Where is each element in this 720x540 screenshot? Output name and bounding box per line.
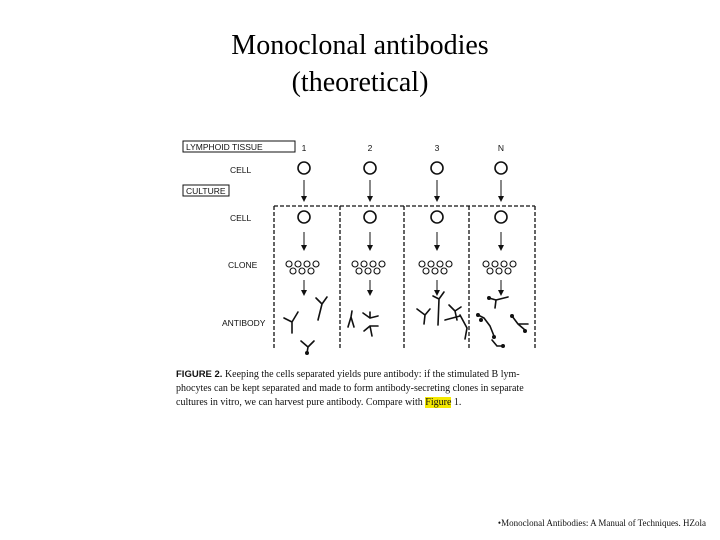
- tissue-cell-3: [431, 162, 443, 174]
- clone-group-1: [286, 261, 319, 274]
- antibodies-column-2: [348, 311, 378, 336]
- label-cell-top: CELL: [230, 165, 252, 175]
- slide-title-line1: Monoclonal antibodies: [231, 30, 489, 61]
- tissue-cell-2: [364, 162, 376, 174]
- clone-group-3: [419, 261, 452, 274]
- antibodies-column-1: [284, 297, 327, 353]
- column-label-3: 3: [434, 143, 440, 153]
- tissue-cell-1: [298, 162, 310, 174]
- clone-group-2: [352, 261, 385, 274]
- figure-caption: [176, 368, 548, 410]
- label-antibody: ANTIBODY: [222, 318, 266, 328]
- culture-cell-2: [364, 211, 376, 223]
- caption-figure-label: FIGURE 2.: [176, 369, 223, 380]
- slide-title-line2: (theoretical): [291, 67, 429, 98]
- culture-cell-1: [298, 211, 310, 223]
- caption-figure-link[interactable]: Figure: [425, 397, 452, 408]
- culture-cell-n: [495, 211, 507, 223]
- culture-compartments: [274, 206, 535, 348]
- antibodies-column-n: [478, 297, 528, 346]
- clone-group-n: [483, 261, 516, 274]
- caption-text-end: 1.: [453, 397, 462, 408]
- caption-text: Keeping the cells separated yields pure antibody: if the stimulated B lym-phocytes can be kept separated and made to form antibody-secreting clones in separate cultures in vitro, we can harvest pure antibody. Compare with: [176, 369, 524, 408]
- label-lymphoid-tissue: LYMPHOID TISSUE: [186, 142, 263, 152]
- label-culture: CULTURE: [186, 186, 226, 196]
- column-label-n: N: [497, 143, 505, 153]
- label-cell: CELL: [230, 213, 252, 223]
- antibodies-column-3: [417, 292, 467, 339]
- column-label-2: 2: [367, 143, 373, 153]
- source-footnote: •Monoclonal Antibodies: A Manual of Techniques. HZola: [497, 518, 706, 528]
- tissue-cell-n: [495, 162, 507, 174]
- column-label-1: 1: [301, 143, 307, 153]
- culture-cell-3: [431, 211, 443, 223]
- label-clone: CLONE: [228, 260, 258, 270]
